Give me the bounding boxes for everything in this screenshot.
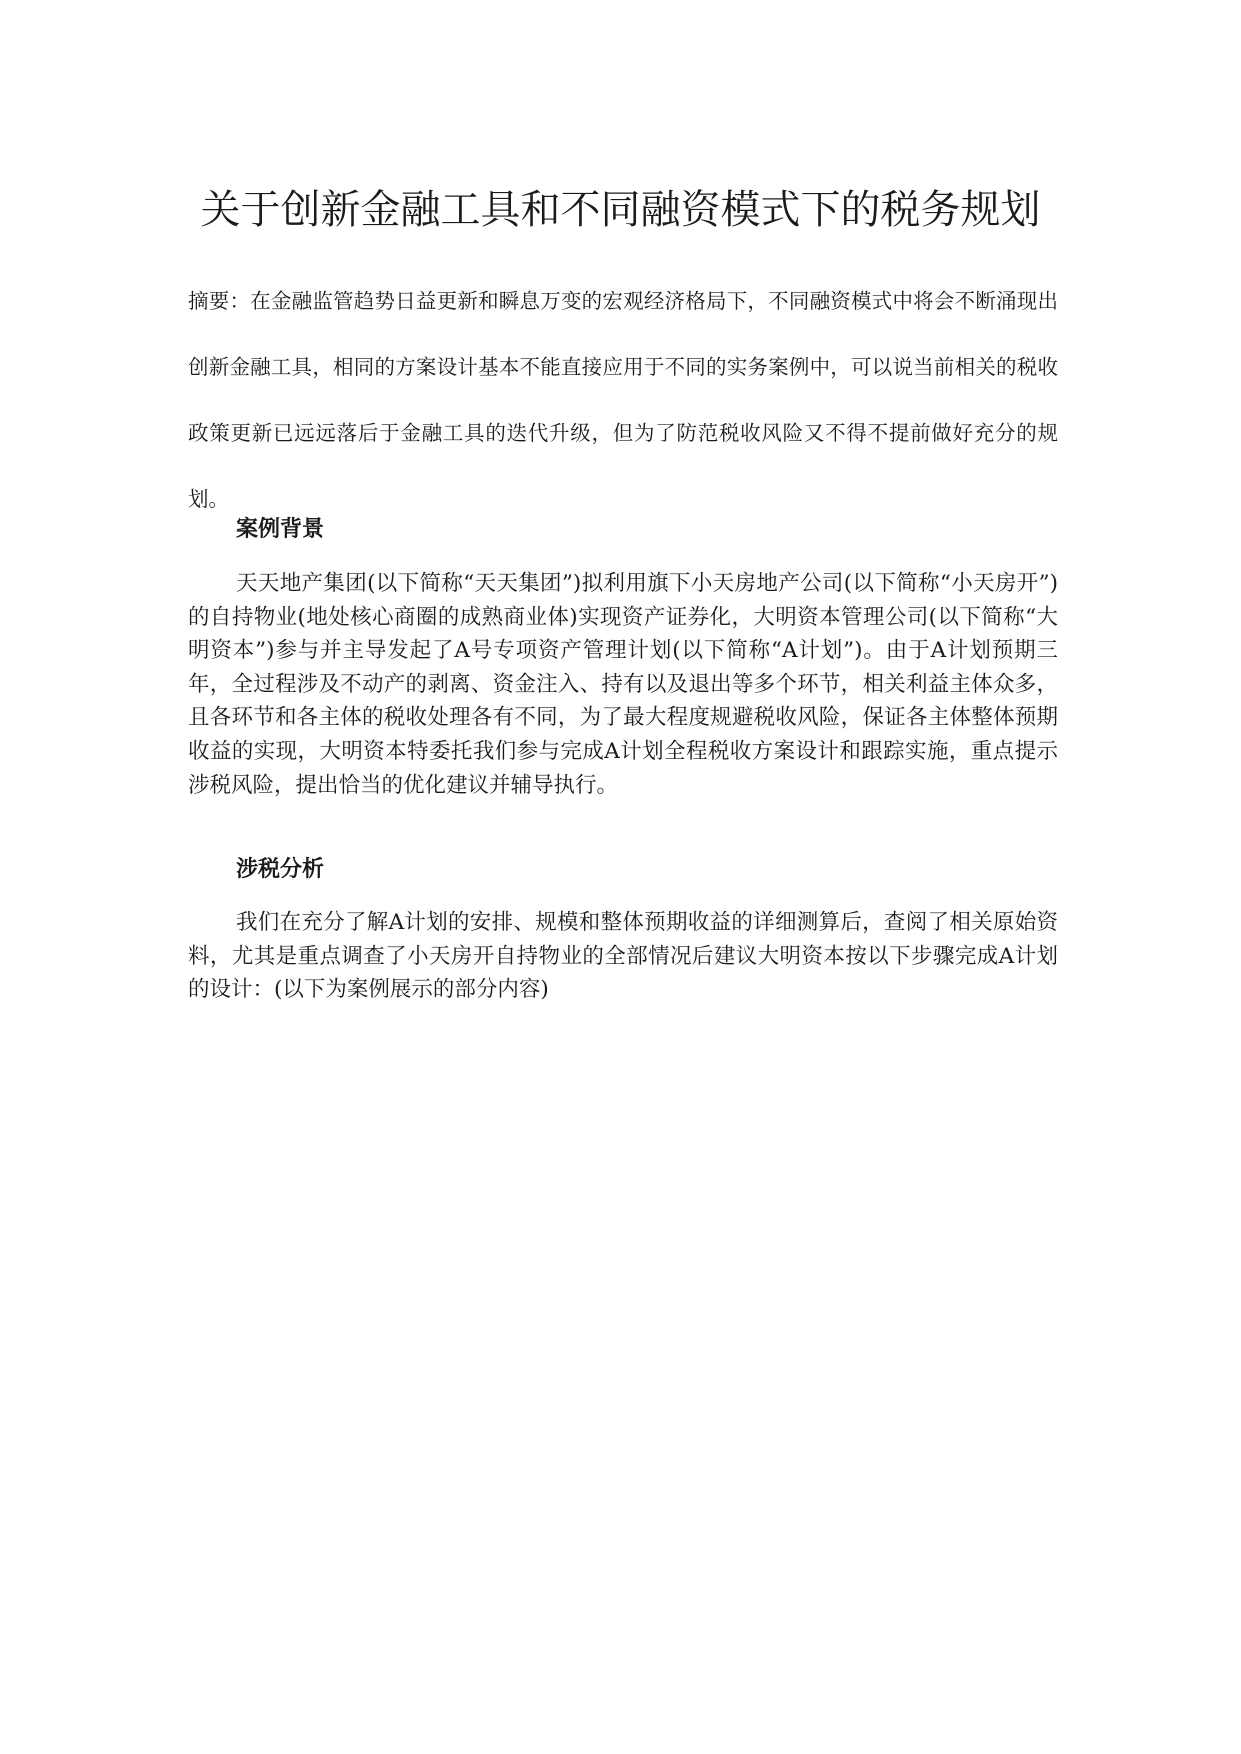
section-body-background: 天天地产集团(以下简称“天天集团”)拟利用旗下小天房地产公司(以下简称“小天房开”)的自持物业(地处核心商圈的成熟商业体)实现资产证券化，大明资本管理公司(以下简称“大明资本”)参与并主导发起了A号专项资产管理计划(以下简称“A计划”)。由于A计划预期三年，全过程涉及不动产的剥离、资金注入、持有以及退出等多个环节，相关利益主体众多，且各环节和各主体的税收处理各有不同，为了最大程度规避税收风险，保证各主体整体预期收益的实现，大明资本特委托我们参与完成A计划全程税收方案设计和跟踪实施，重点提示涉税风险，提出恰当的优化建议并辅导执行。: [188, 571, 1058, 798]
document-title: 关于创新金融工具和不同融资模式下的税务规划: [200, 187, 1041, 233]
section-body-tax-analysis: 我们在充分了解A计划的安排、规模和整体预期收益的详细测算后，查阅了相关原始资料，尤其是重点调查了小天房开自持物业的全部情况后建议大明资本按以下步骤完成A计划的设计：(以下为案例展示的部分内容): [188, 910, 1058, 1003]
section-heading-tax-analysis: 涉税分析: [236, 856, 325, 882]
section-heading-background: 案例背景: [236, 516, 325, 542]
abstract-paragraph: 摘要：在金融监管趋势日益更新和瞬息万变的宏观经济格局下，不同融资模式中将会不断涌现出创新金融工具，相同的方案设计基本不能直接应用于不同的实务案例中，可以说当前相关的税收政策更新已远远落后于金融工具的迭代升级，但为了防范税收风险又不得不提前做好充分的规划。: [188, 289, 1058, 511]
